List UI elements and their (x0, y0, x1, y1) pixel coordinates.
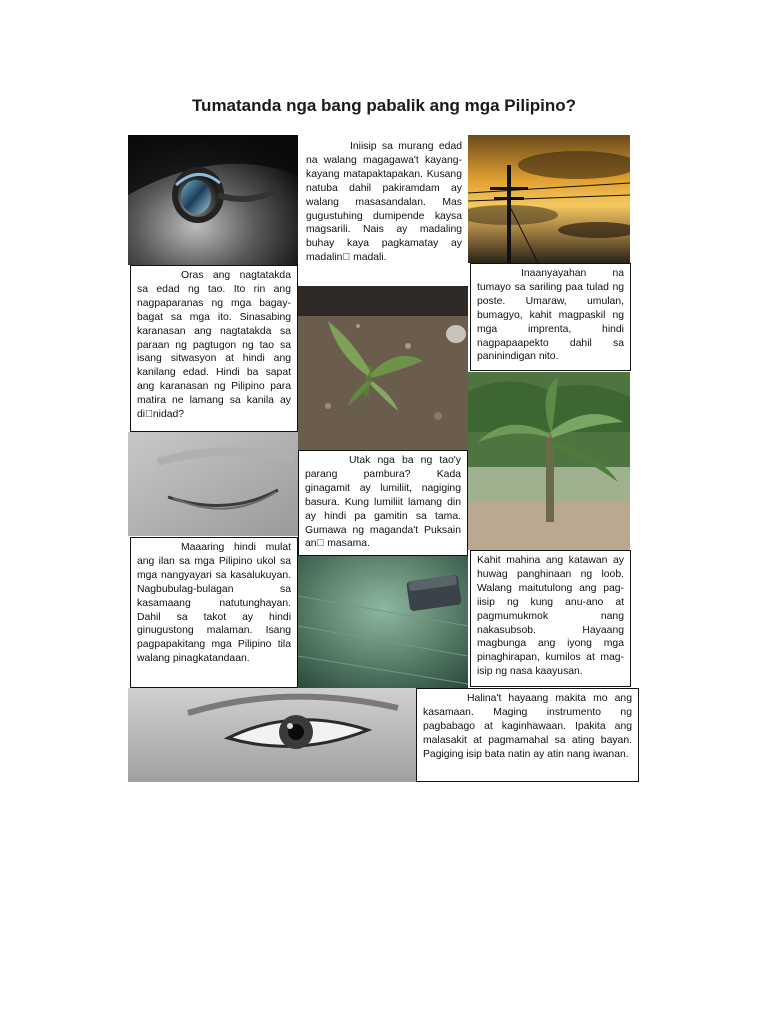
text-box-halina (416, 688, 639, 782)
closed-eye-photo (128, 432, 298, 536)
text-inaanyayahan: Inaanyayahan na tumayo sa sariling paa tulad ng poste. Umaraw, umulan, bumagyo, kahit magpaskil ng mga imprenta, hindi nagpapaapekto dahil sa paninindigan nito. (477, 268, 624, 363)
text-box-iniisip (300, 137, 468, 286)
text-iniisip: Iniisip sa murang edad na walang magagawa't kayang-kayang matapaktapakan. Kusang natuba dahil pakiramdam ay walang masasandalan. Mas gugustuhing dumipende kaysa magsarili. Nais ay madaling buhay kaya pagkamatay ay madalin  madali. (306, 141, 462, 264)
text-box-inaanyayahan (470, 263, 631, 371)
watch-photo (128, 135, 298, 265)
eraser-photo (298, 556, 468, 688)
text-box-oras (130, 265, 298, 432)
open-eye-photo (128, 688, 416, 782)
text-maaaring: Maaaring hindi mulat ang ilan sa mga Pilipino ukol sa mga nangyayari sa kasalukuyan. Nagbubulag-bulagan sa kasamaang natutunghayan. Dahil sa takot ay hindi ginugustong malaman. Isang pagpapakitang mga Pilipino tila walang pinagkatandaan. (137, 542, 291, 665)
banana-tree-photo (468, 372, 630, 550)
text-box-utak (298, 450, 468, 556)
text-box-maaaring (130, 537, 298, 688)
text-utak: Utak nga ba ng tao'y parang pambura? Kada ginagamit ay lumiliit, nagiging basura. Kung lumiliit lamang din ay hindi pa gamitin sa tama. Gumawa ng maganda't Puksain an  masama. (305, 455, 461, 550)
text-kahit: Kahit mahina ang katawan ay huwag panghinaan ng loob. Walang maitutulong ang pag-iisip ng kung anu-ano at pagmumukmok nang nakasubsob. Hayaang magbunga ang iyong mga pinaghirapan, kumilos at mag-isip ng nasa kaayusan. (477, 555, 624, 678)
utility-pole-photo (468, 135, 630, 263)
text-box-kahit (470, 550, 631, 687)
banana-sprout-photo (298, 286, 468, 450)
page-title: Tumatanda nga bang pabalik ang mga Pilipino? (191, 96, 577, 115)
text-halina: Halina't hayaang makita mo ang kasamaan. Maging instrumento ng pagbabago at kaginhawaan. Ipakita ang malasakit at pagmamahal sa ating bayan. Pagiging isip bata natin ay atin nang iwanan. (423, 693, 632, 760)
text-oras: Oras ang nagtatakda sa edad ng tao. Ito rin ang nagpaparanas ng mga bagay-bagat sa mga ito. Sinasabing karanasan ang nagtatakda sa paraan ng pagtugon ng tao sa isang sitwasyon at hindi ang kanilang edad. Hindi ba sapat ang karanasan ng Pilipino para matira ne lamang sa kanila ay di nidad? (137, 270, 291, 421)
